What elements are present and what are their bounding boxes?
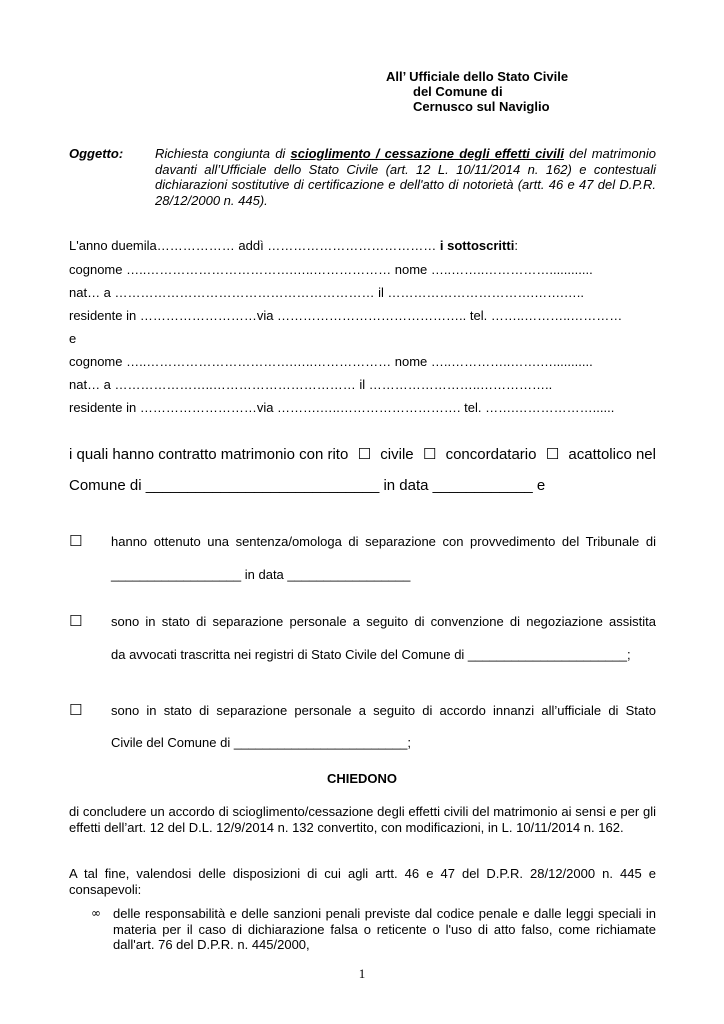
marriage-comune-text: Comune di ____________________________ in data ____________ e bbox=[69, 477, 546, 494]
bullet-symbol: ∞ bbox=[91, 906, 101, 920]
subject-label: Oggetto: bbox=[69, 146, 124, 161]
request-heading: CHIEDONO bbox=[326, 771, 398, 786]
option1-line2: __________________ in data _________________ bbox=[111, 567, 411, 582]
form-intro-signatories: i sottoscritti bbox=[439, 238, 515, 253]
subject-text-a: Richiesta congiunta di bbox=[155, 146, 291, 161]
addressee-line-2: del Comune di bbox=[413, 84, 503, 99]
subject-text bbox=[155, 146, 656, 208]
form-intro-a: L'anno duemila……………… addì ………………………………… bbox=[69, 238, 440, 253]
person1-residente-line: residente in ………………………via …………………………………….. tel. ……..………..………… bbox=[69, 308, 623, 323]
marriage-rite-line bbox=[69, 445, 656, 463]
label-civile: civile bbox=[380, 446, 414, 463]
option2-line2: da avvocati trascritta nei registri di Stato Civile del Comune di ______________________; bbox=[111, 647, 631, 662]
page-number: 1 bbox=[358, 966, 366, 981]
form-intro-c: : bbox=[514, 238, 518, 253]
addressee-line-3: Cernusco sul Naviglio bbox=[413, 99, 550, 114]
request-para-1: di concludere un accordo di scioglimento/cessazione degli effetti civili del matrimonio ai sensi e per gli effetti dell’art. 12 del D.L. 12/9/2014 n. 132 convertito, con modificazioni, in L. 10/11/2014 n. 162. bbox=[69, 804, 656, 835]
marriage-text: i quali hanno contratto matrimonio con rito bbox=[69, 446, 349, 463]
subject-text-c: del matrimonio davanti all’Ufficiale dello Stato Civile (art. 12 L. 10/11/2014 n. 162) e contestuali dichiarazioni sostitutive di certificazione e dell'atto di notorietà (artt. 46 e 47 del D.P.R. 28/12/2000 n. 445). bbox=[155, 146, 656, 208]
option2-checkbox[interactable]: ☐ bbox=[69, 612, 83, 630]
person1-nato-line: nat… a …………………………………………………… il …………………………….…….….. bbox=[69, 285, 584, 300]
request-para-2: A tal fine, valendosi delle disposizioni di cui agli artt. 46 e 47 del D.P.R. 28/12/2000 n. 445 e consapevoli: bbox=[69, 866, 656, 897]
person2-nato-line: nat… a …………………..…………………………… il ……………………..…………….. bbox=[69, 377, 553, 392]
person2-cognome-line: cognome …..…………………………….…..……………… nome …..…………..…….…........... bbox=[69, 354, 593, 369]
person1-cognome-line: cognome …..…………………………….…..……………… nome …..……..……………............ bbox=[69, 262, 593, 277]
subject-text-emphasis: scioglimento / cessazione degli effetti civili bbox=[290, 146, 564, 161]
form-intro bbox=[69, 238, 518, 253]
label-acattolico: acattolico nel bbox=[568, 446, 656, 463]
checkbox-acattolico[interactable]: ☐ bbox=[545, 445, 560, 463]
option3-line1: sono in stato di separazione personale a seguito di accordo innanzi all’ufficiale di Stato bbox=[111, 703, 656, 718]
conjunction-e: e bbox=[69, 331, 77, 346]
option3-checkbox[interactable]: ☐ bbox=[69, 701, 83, 719]
option1-checkbox[interactable]: ☐ bbox=[69, 532, 83, 550]
option3-line2: Civile del Comune di ________________________; bbox=[111, 735, 411, 750]
marriage-comune-line bbox=[69, 477, 545, 494]
checkbox-concordatario[interactable]: ☐ bbox=[422, 445, 437, 463]
addressee-line-1: All’ Ufficiale dello Stato Civile bbox=[386, 69, 569, 84]
checkbox-civile[interactable]: ☐ bbox=[357, 445, 372, 463]
option1-line1: hanno ottenuto una sentenza/omologa di separazione con provvedimento del Tribunale di bbox=[111, 534, 656, 549]
option2-line1: sono in stato di separazione personale a seguito di convenzione di negoziazione assistita bbox=[111, 614, 656, 629]
label-concordatario: concordatario bbox=[445, 446, 537, 463]
person2-residente-line: residente in ………………………via ……….…..………………………. tel. …….………………...... bbox=[69, 400, 615, 415]
bullet-1-text: delle responsabilità e delle sanzioni penali previste dal codice penale e dalle leggi speciali in materia per il caso di dichiarazione falsa o reticente o l'uso di atto falso, come richiamate dall'art. 76 del D.P.R. n. 445/2000, bbox=[113, 906, 656, 952]
